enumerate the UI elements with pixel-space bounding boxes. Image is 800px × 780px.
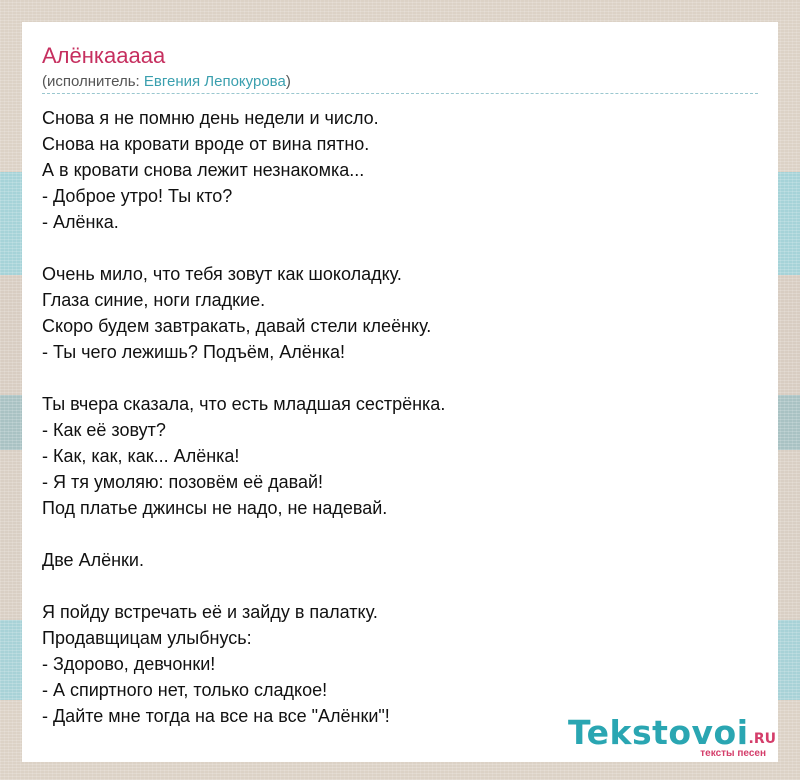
lyric-line: Снова на кровати вроде от вина пятно. (42, 134, 370, 154)
lyric-line: А в кровати снова лежит незнакомка... (42, 160, 365, 180)
lyric-line: Две Алёнки. (42, 550, 144, 570)
lyric-line: - А спиртного нет, только сладкое! (42, 680, 328, 700)
lyric-line: Под платье джинсы не надо, не надевай. (42, 498, 388, 518)
logo-tagline: тексты песен (700, 748, 766, 759)
artist-line (42, 73, 291, 91)
dashed-divider (42, 93, 758, 94)
lyric-line: Ты вчера сказала, что есть младшая сестрёнка. (42, 394, 446, 414)
lyric-line: Очень мило, что тебя зовут как шоколадку. (42, 264, 402, 284)
lyric-line: Снова я не помню день недели и число. (42, 108, 379, 128)
lyric-line: - Я тя умоляю: позовём её давай! (42, 472, 324, 492)
lyric-line: - Ты чего лежишь? Подъём, Алёнка! (42, 342, 345, 362)
logo-tld: .RU (748, 731, 777, 747)
artist-link[interactable]: Евгения Лепокурова (143, 73, 286, 90)
lyrics-text (42, 105, 445, 729)
lyric-line: - Здорово, девчонки! (42, 654, 216, 674)
lyric-line: - Как её зовут? (42, 420, 166, 440)
lyric-line (42, 365, 445, 391)
lyric-line: Я пойду встречать её и зайду в палатку. (42, 602, 378, 622)
artist-prefix: (исполнитель: (42, 73, 144, 90)
lyric-line (42, 573, 445, 599)
site-logo[interactable] (568, 714, 778, 762)
song-title: Алёнкаааaa (42, 43, 166, 68)
lyric-line: Скоро будем завтракать, давай стели клеёнку. (42, 316, 432, 336)
lyric-line: - Доброе утро! Ты кто? (42, 186, 233, 206)
lyric-line (42, 521, 445, 547)
lyric-line: - Алёнка. (42, 212, 119, 232)
lyric-line (42, 235, 445, 261)
artist-suffix: ) (285, 73, 291, 90)
lyric-line: Глаза синие, ноги гладкие. (42, 290, 266, 310)
lyric-line: - Как, как, как... Алёнка! (42, 446, 240, 466)
lyric-line: - Дайте мне тогда на все на все "Алёнки"! (42, 706, 390, 726)
lyrics-card (22, 22, 778, 762)
logo-name: Tekstovoi (568, 713, 749, 752)
lyric-line: Продавщицам улыбнусь: (42, 628, 252, 648)
